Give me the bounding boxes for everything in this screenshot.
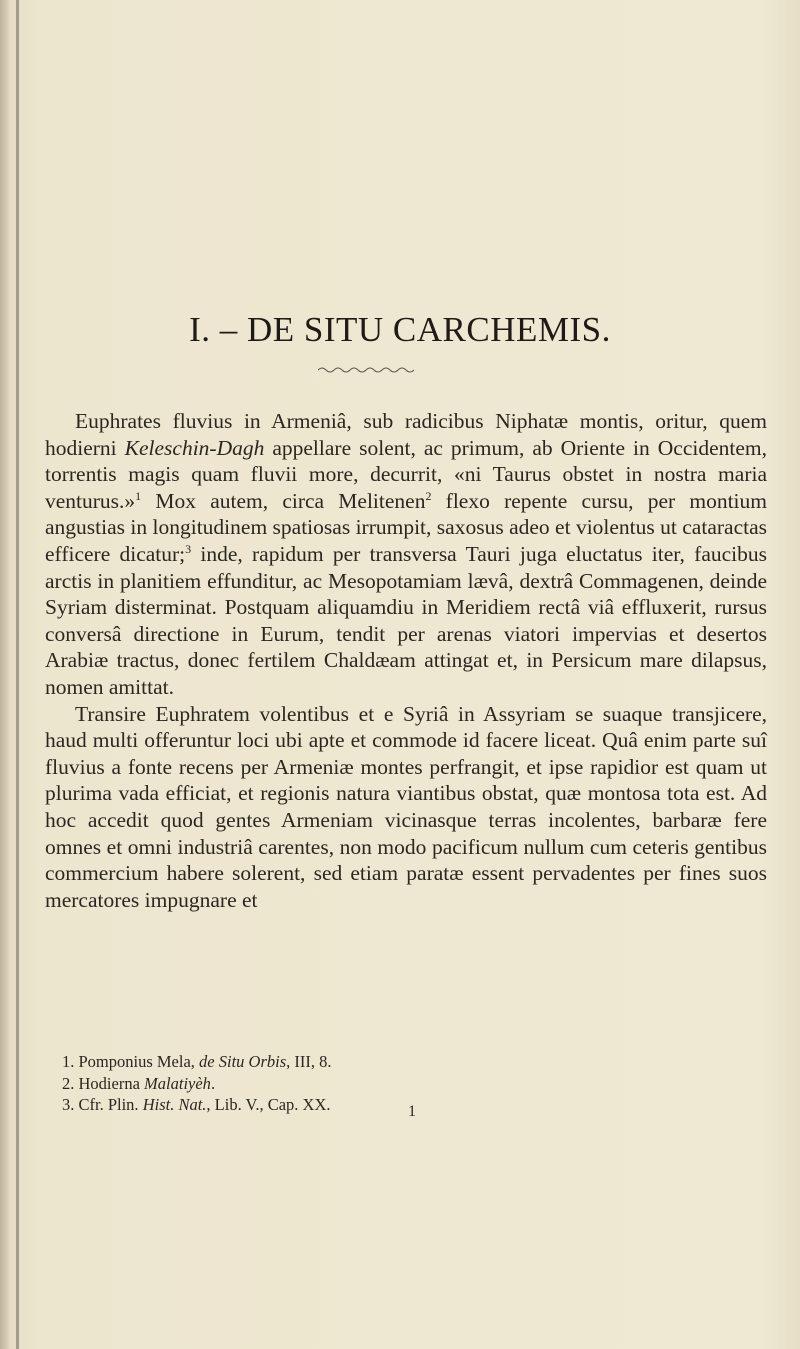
text-run: flexo repente cursu, per montium angustias in longitudinem spatiosas irrumpit, saxosus adeo et violentus ut cataractas efficere dicatur; <box>45 488 767 566</box>
binding-rule <box>16 0 19 1349</box>
paragraph <box>45 701 767 914</box>
text-run: Euphrates fluvius in Armeniâ, sub radicibus Niphatæ montis, oritur, quem hodierni <box>45 409 767 460</box>
page-number: 1 <box>408 1103 416 1120</box>
italic-text: Keleschin-Dagh <box>124 435 265 460</box>
italic-text: de Situ Orbis <box>199 1052 287 1071</box>
text-run: 1. Pomponius Mela, <box>62 1052 200 1071</box>
text-run: appellare solent, ac primum, ab Oriente in Occidentem, torrentis magis quam fluvii more, decurrit, «ni Taurus obstet in nostra maria venturus.» <box>45 435 767 513</box>
binding-shadow <box>0 0 10 1349</box>
text-run: . <box>210 1073 216 1093</box>
text-run: , III, 8. <box>286 1052 332 1071</box>
footnote-ref: 3 <box>185 541 192 556</box>
text-run: Transire Euphratem volentibus et e Syriâ in Assyriam se suaque transjicere, haud multi offeruntur loci ubi apte et commode id facere liceat. Quâ enim parte suî fluvius a fonte recens per Armeniæ montes perfrangit, et ipse rapidior est quam ut plurima vada efficiat, et regionis natura viantibus obstat, quæ montosa tota est. Ad hoc accedit quod gentes Armeniam vicinasque terras incolentes, barbaræ fere omnes et omni industriâ carentes, non modo pacificum nullum cum ceteris gentibus commercium habere solerent, sed etiam paratæ essent pervadentes per fines suos mercatores impugnare et <box>45 701 767 912</box>
footnote <box>62 1051 762 1073</box>
footnote-ref: 1 <box>135 488 142 503</box>
body-text <box>45 408 767 913</box>
footnote <box>62 1073 762 1095</box>
text-run: 2. Hodierna <box>62 1073 145 1093</box>
paragraph <box>45 408 767 701</box>
text-run: 3. Cfr. Plin. <box>62 1095 143 1114</box>
wavy-rule-ornament <box>318 365 414 375</box>
text-run: Mox autem, circa Melitenen <box>141 488 426 513</box>
text-run: inde, rapidum per transversa Tauri juga eluctatus iter, faucibus arctis in planitiem effunditur, ac Mesopotamiam lævâ, dextrâ Commagenen, deinde Syriam disterminat. Postquam aliquamdiu in Meridiem rectâ viâ effluxerit, rursus conversâ directione in Eurum, tendit per arenas viatori impervias et desertos Arabiæ tractus, donec fertilem Chaldæam attingat et, in Persicum mare dilapsus, nomen amittat. <box>45 541 767 699</box>
chapter-title: I. – DE SITU CARCHEMIS. <box>189 310 611 349</box>
italic-text: Hist. Nat. <box>142 1095 207 1114</box>
footnote-ref: 2 <box>425 488 432 503</box>
text-run: , Lib. V., Cap. XX. <box>206 1095 331 1114</box>
italic-text: Malatiyèh <box>144 1073 211 1093</box>
